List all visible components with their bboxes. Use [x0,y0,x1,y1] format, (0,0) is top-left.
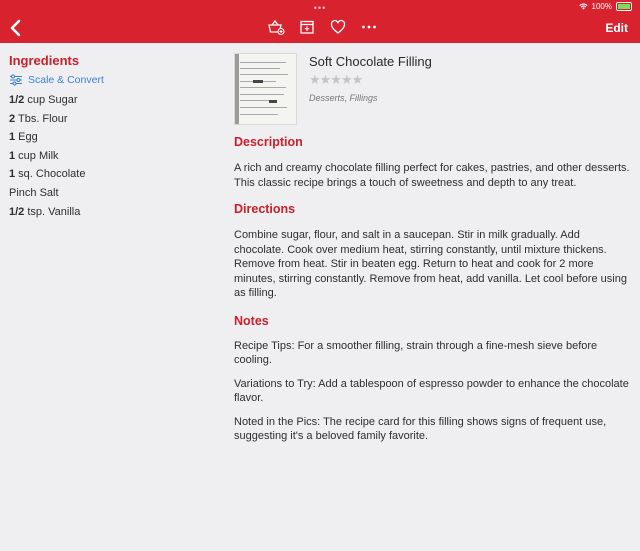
ingredient-list [9,91,214,221]
top-navigation-bar [0,0,640,43]
recipe-title: Soft Chocolate Filling [309,54,432,69]
description-text: A rich and creamy chocolate filling perfect for cakes, pastries, and other desserts. This classic recipe brings a touch of sweetness and depth to any treat. [234,162,630,189]
recipe-detail [234,53,630,444]
chevron-left-icon [6,17,28,39]
notes-section [234,314,630,444]
basket-plus-icon [267,18,285,36]
note-item: Noted in the Pics: The recipe card for this filling shows signs of frequent use, suggesting it's a beloved family favorite. [234,415,607,442]
star-rating[interactable]: ★★★★★ [309,72,363,87]
notes-heading: Notes [234,313,269,328]
description-heading: Description [234,135,303,149]
more-options-button[interactable] [360,18,378,36]
scale-convert-button[interactable] [9,74,214,86]
recipe-categories: Desserts, Fillings [309,93,378,103]
recipe-toolbar [267,18,378,36]
ingredient-item: 2 Tbs. Flour [9,112,68,125]
ingredients-heading: Ingredients [9,53,80,68]
ingredient-item: 1/2 cup Sugar [9,94,78,106]
ingredient-item: Pinch Salt [9,186,59,199]
battery-icon [616,2,632,11]
multitasking-dots[interactable]: ••• [313,3,327,13]
ingredient-item: 1 sq. Chocolate [9,168,86,181]
directions-text: Combine sugar, flour, and salt in a saucepan. Stir in milk gradually. Add chocolate. Cook over medium heat, stirring constantly, until mixture thickens. Remove from heat. Stir in beaten egg. Return to heat and cook for 2 more minutes, stirring constantly. Remove from heat, add vanilla. Let cool before using as filling. [234,229,627,299]
favorite-button[interactable] [329,18,347,36]
heart-icon [330,19,346,35]
add-to-meal-plan-button[interactable] [298,18,316,36]
recipe-header [234,53,630,125]
edit-button[interactable]: Edit [605,21,628,35]
scale-convert-label: Scale & Convert [28,74,104,86]
directions-heading: Directions [234,202,296,216]
calendar-plus-icon [299,19,315,35]
ingredients-panel [9,53,214,221]
ingredient-item: 1 Egg [9,131,38,144]
ellipsis-icon [360,18,378,36]
ingredient-item: 1/2 tsp. Vanilla [9,205,81,218]
add-to-groceries-button[interactable] [267,18,285,36]
back-button[interactable] [6,17,28,39]
status-indicators [579,2,632,11]
ingredient-item: 1 cup Milk [9,149,59,162]
sliders-icon [9,74,23,86]
recipe-info [309,53,432,125]
battery-percent: 100% [591,2,612,11]
note-item: Recipe Tips: For a smoother filling, strain through a fine-mesh sieve before cooling. [234,339,598,366]
wifi-icon [579,3,588,10]
recipe-photo-thumbnail[interactable] [234,53,297,125]
note-item: Variations to Try: Add a tablespoon of espresso powder to enhance the chocolate flavor. [234,377,629,404]
